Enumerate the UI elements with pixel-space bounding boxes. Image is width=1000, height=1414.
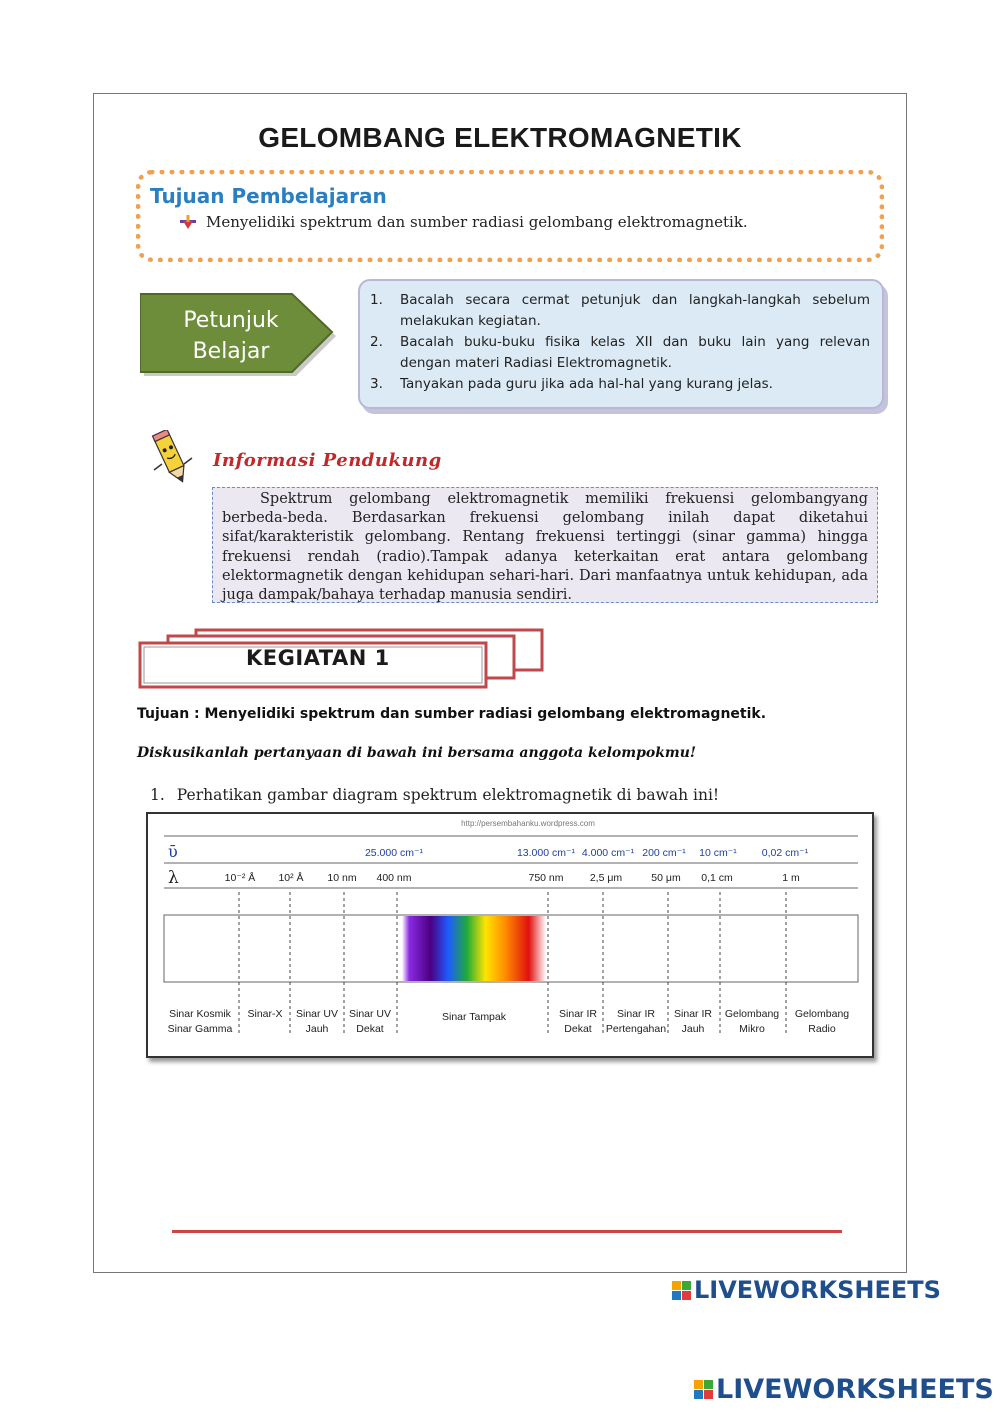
- list-item-number: 2.: [370, 334, 383, 350]
- tujuan-item-text: Menyelidiki spektrum dan sumber radiasi gelombang elektromagnetik.: [206, 213, 748, 231]
- pencil-mascot-icon: [150, 430, 194, 488]
- region-label: Sinar-X: [247, 1008, 283, 1020]
- region-label: Sinar IR: [617, 1008, 655, 1020]
- question-text: Perhatikan gambar diagram spektrum elektromagnetik di bawah ini!: [176, 786, 720, 804]
- list-item-text: Bacalah secara cermat petunjuk dan langkah-langkah sebelum melakukan kegiatan.: [400, 292, 870, 329]
- region-label: Sinar UV: [348, 1008, 392, 1020]
- region-label: Dekat: [356, 1023, 384, 1035]
- wavenumber-label: 13.000 cm⁻¹: [516, 847, 576, 859]
- list-item-number: 1.: [370, 292, 383, 308]
- list-item: [370, 374, 870, 395]
- tujuan-heading: Tujuan Pembelajaran: [150, 184, 387, 208]
- arrow-down-icon: [180, 214, 196, 230]
- region-label: Dekat: [564, 1023, 592, 1035]
- question-1: [150, 786, 719, 804]
- list-item-number: 3.: [370, 376, 383, 392]
- region-label: Gelombang: [724, 1008, 780, 1020]
- page-title: GELOMBANG ELEKTROMAGNETIK: [258, 122, 742, 153]
- region-label: Mikro: [739, 1023, 765, 1035]
- visible-spectrum-band: [402, 916, 546, 981]
- wavelength-label: 10⁻² Å: [224, 872, 256, 884]
- kegiatan-tujuan: Tujuan : Menyelidiki spektrum dan sumber radiasi gelombang elektromagnetik.: [137, 706, 767, 722]
- wavelength-label: 750 nm: [528, 872, 564, 884]
- liveworksheets-logo[interactable]: [672, 1276, 941, 1304]
- logo-text: LIVEWORKSHEETS: [716, 1374, 994, 1405]
- logo-blocks-icon: [694, 1380, 713, 1399]
- region-label: Gelombang: [794, 1008, 850, 1020]
- region-label: Jauh: [305, 1023, 329, 1035]
- wavenumber-label: 4.000 cm⁻¹: [581, 847, 635, 859]
- logo-text: LIVEWORKSHEETS: [694, 1276, 941, 1304]
- tujuan-item: [180, 213, 748, 231]
- list-item-text: Bacalah buku-buku fisika kelas XII dan buku lain yang relevan dengan materi Radiasi Elektromagnetik.: [400, 334, 870, 371]
- region-label: Sinar IR: [674, 1008, 712, 1020]
- petunjuk-list: [370, 290, 870, 396]
- region-label: Sinar Kosmik: [169, 1008, 231, 1020]
- wavenumber-label: 0,02 cm⁻¹: [761, 847, 809, 859]
- region-label: Pertengahan: [605, 1023, 667, 1035]
- region-label: Sinar UV: [295, 1008, 339, 1020]
- wavelength-label: 1 m: [782, 872, 800, 884]
- wavelength-symbol: λ: [168, 868, 179, 888]
- region-label: Sinar Tampak: [441, 1011, 507, 1023]
- wavenumber-label: 200 cm⁻¹: [642, 847, 686, 859]
- petunjuk-label: [146, 305, 316, 367]
- list-item-text: Tanyakan pada guru jika ada hal-hal yang kurang jelas.: [400, 376, 773, 392]
- wavenumber-label: 25.000 cm⁻¹: [364, 847, 424, 859]
- region-label: Jauh: [681, 1023, 705, 1035]
- region-label: Sinar Gamma: [167, 1023, 233, 1035]
- wavenumber-label: 10 cm⁻¹: [699, 847, 737, 859]
- region-label: Sinar IR: [559, 1008, 597, 1020]
- wavelength-label: 10² Å: [278, 872, 304, 884]
- spectrum-svg: [148, 814, 872, 1056]
- kegiatan-instruction: Diskusikanlah pertanyaan di bawah ini bersama anggota kelompokmu!: [137, 745, 697, 761]
- wavelength-label: 10 nm: [327, 872, 357, 884]
- list-item: [370, 332, 870, 373]
- spectrum-diagram: [146, 812, 874, 1058]
- liveworksheets-logo[interactable]: [694, 1374, 994, 1405]
- source-url: http://persembahanku.wordpress.com: [461, 819, 595, 828]
- question-number: 1.: [150, 786, 165, 804]
- petunjuk-label-line2: Belajar: [192, 339, 270, 364]
- wavelength-label: 400 nm: [376, 872, 412, 884]
- info-box: [212, 487, 878, 603]
- logo-blocks-icon: [672, 1281, 691, 1300]
- wavenumber-symbol: ῡ: [168, 842, 178, 861]
- info-body: Spektrum gelombang elektromagnetik memiliki frekuensi gelombangyang berbeda-beda. Berdasarkan frekuensi gelombang inilah dapat diketahui sifat/karakteristik gelombang. Rentang frekuensi tertinggi (sinar gamma) hingga frekuensi rendah (radio).Tampak adanya keterkaitan erat antara gelombang elektormagnetik dengan kehidupan sehari-hari. Dari manfaatnya untuk kehidupan, ada juga dampak/bahaya terhadap manusia sendiri.: [222, 491, 868, 604]
- list-item: [370, 290, 870, 331]
- wavelength-label: 0,1 cm: [701, 872, 733, 884]
- wavelength-label: 2,5 μm: [589, 872, 623, 884]
- petunjuk-label-line1: Petunjuk: [183, 308, 279, 333]
- kegiatan-label: KEGIATAN 1: [246, 646, 390, 670]
- wavelength-label: 50 μm: [651, 872, 681, 884]
- footer-divider: [172, 1230, 842, 1233]
- region-label: Radio: [808, 1023, 836, 1035]
- info-heading: Informasi Pendukung: [213, 450, 442, 471]
